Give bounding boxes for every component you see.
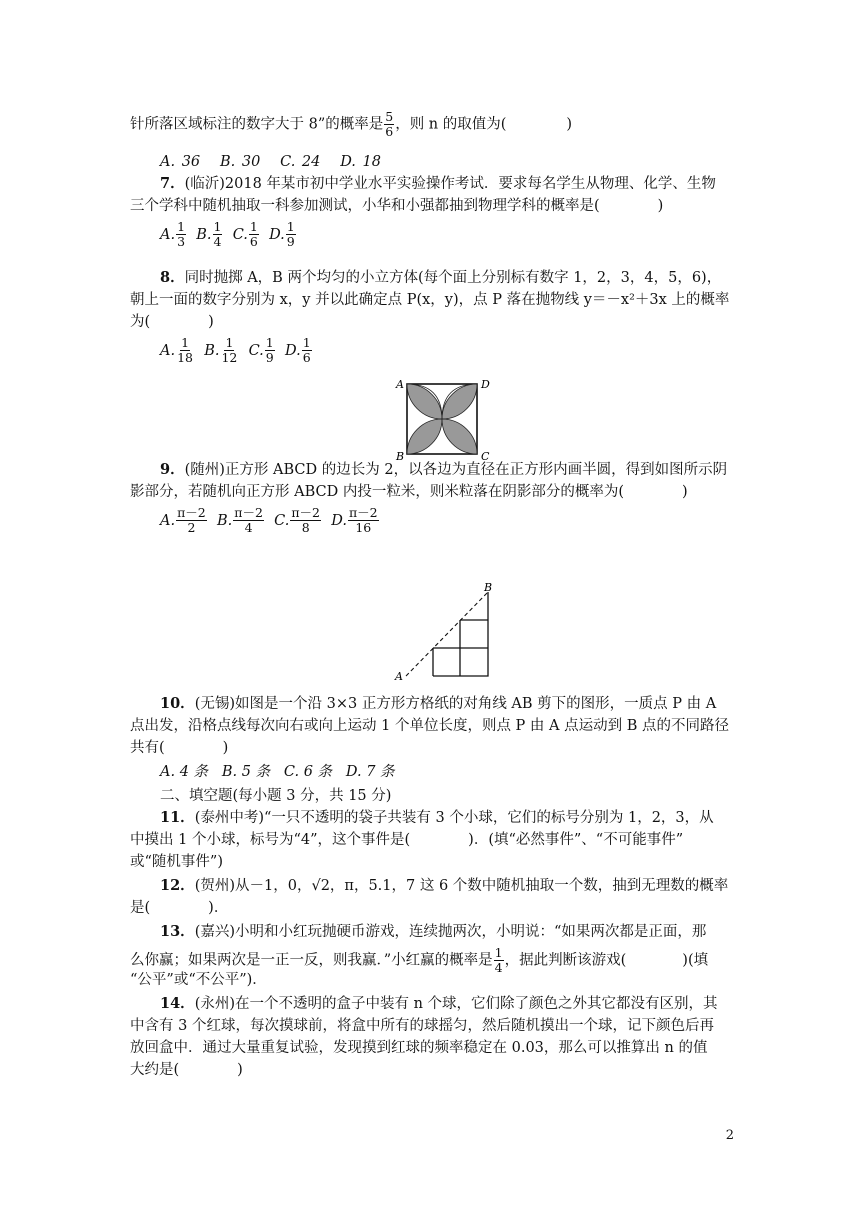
- q10-line3: [130, 738, 228, 758]
- q12-text2a: 是(: [130, 900, 151, 916]
- q9-close: ): [682, 484, 688, 500]
- q8-opt-a-label: A.: [160, 342, 176, 359]
- q13-text2c: )(填: [682, 952, 709, 969]
- q8-opt-b-frac: [220, 336, 238, 365]
- frac-num: 1: [302, 335, 311, 350]
- q8-opt-c-frac: [265, 336, 275, 365]
- q10-close: ): [222, 740, 229, 756]
- q7-option-c[interactable]: [232, 219, 260, 249]
- q7-opt-b-frac: [213, 220, 223, 249]
- q14-line1: [160, 994, 718, 1014]
- q9-opt-c-label: C.: [274, 512, 290, 529]
- q10-option-a[interactable]: A. 4 条: [160, 764, 209, 780]
- q8-text1: 同时抛掷 A，B 两个均匀的小立方体(每个面上分别标有数字 1，2，3，4，5，6)，: [184, 270, 722, 286]
- frac-num: 1: [213, 219, 222, 234]
- frac-num: π－2: [177, 505, 206, 520]
- q14-number: 14．: [160, 995, 195, 1012]
- frac-den: 3: [177, 234, 186, 249]
- label-b: B: [484, 582, 493, 594]
- q12-number: 12．: [160, 877, 195, 894]
- frac-num: π－2: [348, 505, 378, 520]
- q9-opt-b-frac: [233, 506, 264, 535]
- frac-num: 1: [249, 219, 258, 234]
- q9-opt-c-frac: [290, 506, 321, 535]
- q10-text1: (无锡)如图是一个沿 3×3 正方形方格纸的对角线 AB 剪下的图形，一质点 P 由 A: [194, 696, 717, 712]
- q6-close: ): [566, 116, 573, 133]
- q6-option-d[interactable]: D. 18: [340, 154, 381, 170]
- q7-option-d[interactable]: [269, 219, 297, 249]
- q14-line3: 放回盒中．通过大量重复试验，发现摸到红球的频率稳定在 0.03，那么可以推算出 n 的值: [130, 1040, 708, 1056]
- q8-line3: [130, 312, 214, 332]
- q7-opt-d-frac: [286, 220, 296, 249]
- frac-den: 12: [221, 350, 238, 365]
- q9-number: 9．: [160, 461, 185, 478]
- frac-den: 4: [494, 960, 503, 975]
- q6-stem-b: ，则 n 的取值为(: [395, 116, 507, 133]
- q7-text1: (临沂)2018 年某市初中学业水平实验操作考试．要求每名学生从物理、化学、生物: [184, 176, 716, 192]
- petal-bottom-left: [407, 419, 442, 454]
- frac-den: 9: [286, 234, 295, 249]
- q7-opt-a-label: A.: [160, 226, 176, 243]
- q8-text2: 朝上一面的数字分别为 x，y 并以此确定点 P(x，y)，点 P 落在抛物线 y＝－x²＋3x 上的概率: [130, 292, 730, 308]
- q9-line2: [130, 482, 688, 502]
- q11-line2: [130, 830, 683, 850]
- frac-den: 4: [244, 520, 253, 535]
- q8-opt-a-frac: [176, 336, 194, 365]
- q10-number: 10．: [160, 695, 195, 712]
- q12-line1: [160, 876, 728, 896]
- petal-top-left: [407, 384, 442, 419]
- q7-option-b[interactable]: [196, 219, 223, 249]
- frac-den: 6: [249, 234, 258, 249]
- q14-text4b: ): [237, 1062, 243, 1078]
- q8-option-a[interactable]: [160, 335, 195, 365]
- q11-line1: [160, 808, 714, 828]
- frac-den: 8: [301, 520, 310, 535]
- q10-text3: 共有(: [130, 740, 165, 756]
- q6-options: [160, 152, 381, 172]
- q11-text2b: )．(填“必然事件”、“不可能事件”: [468, 832, 684, 848]
- q8-option-d[interactable]: [284, 335, 313, 365]
- q10-line2: [130, 716, 729, 736]
- frac-num: π－2: [291, 505, 320, 520]
- q8-option-c[interactable]: [248, 335, 276, 365]
- q13-fraction: [494, 946, 504, 975]
- q11-text1: (泰州中考)“一只不透明的袋子共装有 3 个小球，它们的标号分别为 1，2，3，从: [194, 810, 714, 826]
- q10-option-c[interactable]: C. 6 条: [283, 764, 333, 780]
- q11-number: 11．: [160, 809, 195, 826]
- q13-number: 13．: [160, 923, 195, 940]
- label-a: A: [396, 378, 404, 391]
- figure-q10-grid: [392, 582, 502, 682]
- frac-den: 16: [355, 520, 372, 535]
- label-b: B: [396, 450, 405, 463]
- q7-close: ): [657, 198, 664, 214]
- q8-text3: 为(: [130, 314, 151, 330]
- frac-num: 1: [225, 335, 234, 350]
- q14-line4: [130, 1060, 243, 1080]
- q12-sqrt2: √2: [311, 878, 330, 894]
- q12-line2: [130, 898, 228, 918]
- q7-opt-c-label: C.: [232, 226, 248, 243]
- q6-stem: [130, 110, 572, 139]
- q8-opt-d-label: D.: [284, 342, 301, 359]
- q12-text1b: ，π，5.1，7 这 6 个数中随机抽取一个数，抽到无理数的概率: [329, 878, 729, 894]
- q7-text2: 三个学科中随机抽取一科参加测试，小华和小强都抽到物理学科的概率是(: [130, 198, 600, 214]
- q11-line3: 或“随机事件”): [130, 854, 223, 870]
- frac-den: 6: [302, 350, 311, 365]
- frac-num: 1: [265, 335, 274, 350]
- q9-text2: 影部分，若随机向正方形 ABCD 内投一粒米，则米粒落在阴影部分的概率为(: [130, 484, 624, 500]
- q6-option-a[interactable]: A. 36: [160, 154, 201, 170]
- q10-line1: [160, 694, 716, 714]
- q8-close: ): [208, 314, 214, 330]
- frac-num: 1: [494, 945, 503, 960]
- q14-text1: (永州)在一个不透明的盒子中装有 n 个球，它们除了颜色之外其它都没有区别，其: [194, 996, 718, 1012]
- frac-den: 4: [213, 234, 222, 249]
- q7-opt-c-frac: [249, 220, 259, 249]
- q9-opt-d-frac: [348, 506, 379, 535]
- q9-opt-a-frac: [176, 506, 207, 535]
- q7-opt-a-frac: [176, 220, 186, 249]
- page-number: 2: [725, 1128, 734, 1143]
- petal-top-right: [442, 384, 477, 419]
- q9-text1: (随州)正方形 ABCD 的边长为 2，以各边为直径在正方形内画半圆，得到如图所示阴: [184, 462, 728, 478]
- q10-options: [160, 762, 395, 782]
- q13-line3: “公平”或“不公平”)．: [130, 972, 267, 988]
- q9-opt-d-label: D.: [331, 512, 347, 529]
- q7-opt-b-label: B.: [196, 226, 212, 243]
- q7-line2: [130, 196, 663, 216]
- q6-stem-a: 针所落区域标注的数字大于 8”的概率是: [130, 116, 384, 133]
- q13-text2a: 么你赢；如果两次是一正一反，则我赢．”小红赢的概率是: [130, 952, 493, 969]
- q10-option-b[interactable]: B. 5 条: [221, 764, 271, 780]
- frac-den: 2: [187, 520, 196, 535]
- frac-num: 1: [286, 219, 295, 234]
- q6-frac-num: 5: [385, 109, 394, 124]
- q14-line2: 中含有 3 个红球，每次摸球前，将盒中所有的球摇匀，然后随机摸出一个球，记下颜色后再: [130, 1018, 714, 1034]
- figure-q9-square-petals: [392, 374, 502, 464]
- section-heading-fill-in: 二、填空题(每小题 3 分，共 15 分): [160, 788, 392, 804]
- q6-option-c[interactable]: C. 24: [280, 154, 321, 170]
- q12-text2b: )．: [208, 900, 229, 916]
- frac-den: 9: [265, 350, 274, 365]
- q6-option-b[interactable]: B. 30: [219, 154, 261, 170]
- label-a: A: [395, 670, 403, 682]
- staircase-grid: [433, 592, 488, 676]
- q13-text2b: ，据此判断该游戏(: [504, 952, 627, 969]
- diagonal-ab: [406, 592, 488, 676]
- q8-line1: [160, 268, 721, 288]
- label-c: C: [481, 450, 490, 463]
- q7-opt-d-label: D.: [269, 226, 285, 243]
- q14-text4a: 大约是(: [130, 1062, 180, 1078]
- q6-frac-den: 6: [385, 124, 394, 139]
- q9-opt-b-label: B.: [216, 512, 233, 529]
- q8-option-b[interactable]: [204, 335, 239, 365]
- frac-num: π－2: [234, 505, 263, 520]
- q9-opt-a-label: A.: [160, 512, 176, 529]
- q10-text2: 点出发，沿格点线每次向右或向上运动 1 个单位长度，则点 P 由 A 点运动到 B 点的不同路径: [130, 718, 729, 734]
- q6-fraction: [384, 110, 394, 139]
- frac-den: 18: [177, 350, 193, 365]
- q8-options: [160, 336, 313, 365]
- q7-line1: [160, 174, 716, 194]
- q9-line1: [160, 460, 727, 480]
- q13-line1: [160, 922, 706, 942]
- q7-option-a[interactable]: [160, 219, 187, 249]
- q10-option-d[interactable]: D. 7 条: [345, 764, 395, 780]
- q7-options: [160, 220, 297, 249]
- q11-text2a: 中摸出 1 个小球，标号为“4”，这个事件是(: [130, 832, 411, 848]
- q8-opt-d-frac: [302, 336, 312, 365]
- label-d: D: [481, 378, 490, 391]
- q8-line2: [130, 290, 729, 310]
- q8-opt-c-label: C.: [248, 342, 264, 359]
- q8-opt-b-label: B.: [204, 342, 220, 359]
- q13-text1: (嘉兴)小明和小红玩抛硬币游戏，连续抛两次，小明说：“如果两次都是正面，那: [194, 924, 707, 940]
- petal-bottom-right: [442, 419, 477, 454]
- frac-num: 1: [181, 335, 190, 350]
- q8-number: 8．: [160, 269, 185, 286]
- q7-number: 7．: [160, 175, 185, 192]
- q9-options: [160, 506, 380, 535]
- frac-num: 1: [177, 219, 186, 234]
- q12-text1a: (贺州)从－1，0，: [194, 878, 312, 894]
